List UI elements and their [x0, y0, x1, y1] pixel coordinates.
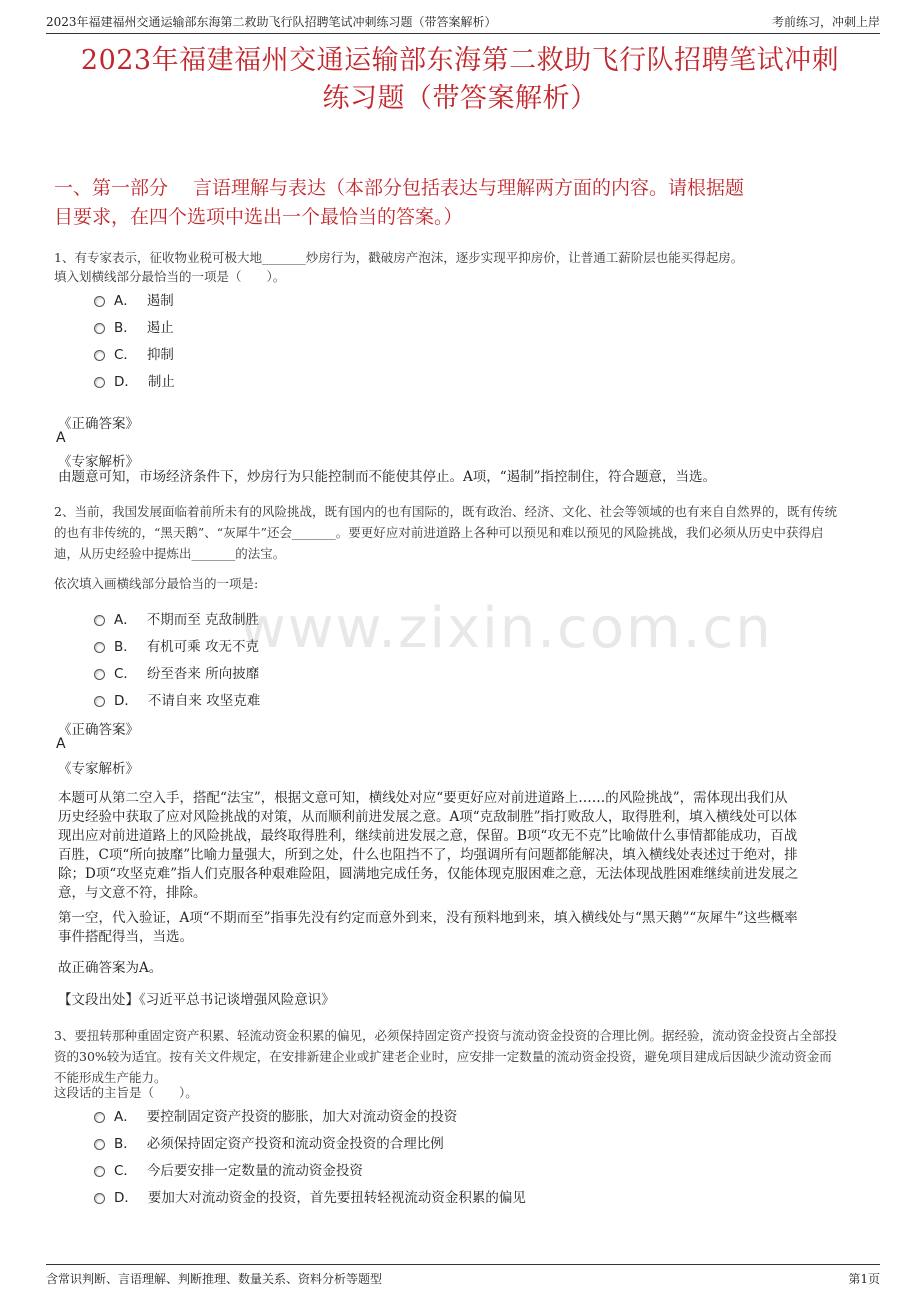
option-text: 制止 — [147, 374, 175, 390]
question-2-option-b[interactable] — [94, 635, 259, 655]
radio-icon[interactable] — [94, 350, 105, 361]
option-text: 抑制 — [146, 347, 174, 363]
document-title — [40, 42, 880, 118]
option-letter: D． — [114, 1190, 138, 1206]
option-text: 有机可乘 攻无不克 — [146, 639, 260, 655]
option-letter: A． — [114, 293, 137, 309]
question-1-prompt: 填入划横线部分最恰当的一项是（ ）。 — [54, 269, 286, 284]
question-2-prompt: 依次填入画横线部分最恰当的一项是: — [54, 576, 259, 591]
question-2-stem-line: 迪，从历史经验中提炼出_______的法宝。 — [54, 546, 286, 561]
analysis-line: 历史经验中获取了应对风险挑战的对策，从而顺利前进发展之意。A项“克敌制胜”指打败敌人，取得胜利，填入横线处可以体 — [58, 809, 798, 825]
question-2-analysis-paragraph-2 — [58, 909, 868, 947]
question-2-analysis-label: 《专家解析》 — [58, 761, 139, 777]
question-2-option-a[interactable] — [94, 608, 259, 628]
radio-icon[interactable] — [94, 696, 105, 707]
question-1-option-c[interactable] — [94, 343, 174, 363]
option-text: 纷至沓来 所向披靡 — [146, 666, 260, 682]
analysis-line: 本题可从第二空入手，搭配“法宝”，根据文意可知，横线处对应“要更好应对前进道路上……的风险挑战”，需体现出我们从 — [58, 790, 788, 806]
option-text: 要控制固定资产投资的膨胀，加大对流动资金的投资 — [146, 1109, 458, 1125]
question-1-stem-line: 1、有专家表示，征收物业税可极大地_______炒房行为，戳破房产泡沫，逐步实现平抑房价，让普通工薪阶层也能买得起房。 — [54, 250, 744, 265]
radio-icon[interactable] — [94, 1193, 105, 1204]
question-2-stem-line: 2、当前，我国发展面临着前所未有的风险挑战，既有国内的也有国际的，既有政治、经济、文化、社会等领域的也有来自自然界的，既有传统 — [54, 504, 837, 519]
question-3-stem-line: 资的30%较为适宜。按有关文件规定，在安排新建企业或扩建老企业时，应安排一定数量的流动资金投资，避免项目建成后因缺少流动资金而 — [54, 1049, 832, 1064]
option-text: 要加大对流动资金的投资，首先要扭转轻视流动资金积累的偏见 — [147, 1190, 526, 1206]
option-text: 今后要安排一定数量的流动资金投资 — [146, 1163, 363, 1179]
question-3-prompt: 这段话的主旨是（ ）。 — [54, 1085, 198, 1100]
option-letter: B． — [114, 1136, 137, 1152]
question-3-stem-line: 不能形成生产能力。 — [54, 1070, 167, 1085]
question-2-option-d[interactable] — [94, 689, 260, 709]
radio-icon[interactable] — [94, 323, 105, 334]
analysis-line: 第一空，代入验证，A项“不期而至”指事先没有约定而意外到来，没有预料地到来，填入横线处与“黑天鹅”“灰犀牛”这些概率 — [58, 910, 798, 926]
option-letter: B． — [114, 320, 137, 336]
analysis-line: 意，与文意不符，排除。 — [58, 885, 207, 901]
radio-icon[interactable] — [94, 615, 105, 626]
analysis-line: 除；D项“攻坚克难”指人们克服各种艰难险阻，圆满地完成任务，仅能体现克服困难之意，无法体现战胜困难继续前进发展之 — [58, 866, 799, 882]
option-letter: D． — [114, 693, 138, 709]
page-header — [46, 10, 880, 34]
option-letter: D． — [114, 374, 138, 390]
radio-icon[interactable] — [94, 1112, 105, 1123]
question-2-source: 【文段出处】《习近平总书记谈增强风险意识》 — [58, 992, 335, 1008]
header-document-title: 2023年福建福州交通运输部东海第二救助飞行队招聘笔试冲刺练习题（带答案解析） — [46, 15, 497, 29]
question-1-analysis-label: 《专家解析》 — [58, 454, 139, 470]
section-heading-line-1: 一、第一部分 言语理解与表达（本部分包括表达与理解两方面的内容。请根据题 — [54, 177, 745, 199]
radio-icon[interactable] — [94, 1139, 105, 1150]
watermark: www.zixin.com.cn — [240, 596, 773, 661]
question-2-option-c[interactable] — [94, 662, 259, 682]
question-1-option-d[interactable] — [94, 370, 175, 390]
document-title-line-2: 练习题（带答案解析） — [322, 83, 598, 114]
question-3-option-b[interactable] — [94, 1132, 444, 1152]
question-2-stem — [54, 501, 874, 564]
question-1-stem — [54, 247, 874, 268]
option-letter: A． — [114, 1109, 137, 1125]
option-letter: B． — [114, 639, 137, 655]
option-text: 不请自来 攻坚克难 — [147, 693, 261, 709]
option-letter: C． — [114, 1163, 137, 1179]
option-letter: C． — [114, 666, 137, 682]
question-1-analysis: 由题意可知，市场经济条件下，炒房行为只能控制而不能使其停止。A项，“遏制”指控制住，符合题意，当选。 — [58, 469, 717, 485]
radio-icon[interactable] — [94, 642, 105, 653]
radio-icon[interactable] — [94, 296, 105, 307]
option-text: 遏止 — [146, 320, 174, 336]
document-title-line-1: 2023年福建福州交通运输部东海第二救助飞行队招聘笔试冲刺 — [80, 45, 840, 76]
radio-icon[interactable] — [94, 669, 105, 680]
question-1-answer-label: 《正确答案》 — [58, 416, 139, 432]
analysis-line: 百胜，C项“所向披靡”比喻力量强大，所到之处，什么也阻挡不了，均强调所有问题都能解决，填入横线处表述过于绝对，排 — [58, 847, 798, 863]
analysis-line: 事件搭配得当，当选。 — [58, 929, 193, 945]
question-3-option-a[interactable] — [94, 1105, 457, 1125]
question-1-answer-value: A — [56, 430, 66, 446]
question-3-option-d[interactable] — [94, 1186, 526, 1206]
option-text: 遏制 — [146, 293, 174, 309]
radio-icon[interactable] — [94, 1166, 105, 1177]
footer-description: 含常识判断、言语理解、判断推理、数量关系、资料分析等题型 — [46, 1272, 383, 1286]
section-heading — [54, 174, 874, 232]
page-footer — [46, 1264, 880, 1290]
question-3-stem — [54, 1025, 874, 1088]
page-number: 第1页 — [848, 1272, 880, 1286]
option-text: 不期而至 克敌制胜 — [146, 612, 260, 628]
question-1-option-b[interactable] — [94, 316, 174, 336]
question-3-option-c[interactable] — [94, 1159, 363, 1179]
option-text: 必须保持固定资产投资和流动资金投资的合理比例 — [146, 1136, 444, 1152]
question-2-stem-line: 的也有非传统的，“黑天鹅”、“灰犀牛”还会_______。要更好应对前进道路上各种可以预见和难以预见的风险挑战，我们必须从历史中获得启 — [54, 525, 824, 540]
question-2-answer-value: A — [56, 736, 66, 752]
section-heading-line-2: 目要求，在四个选项中选出一个最恰当的答案。） — [54, 206, 463, 228]
header-slogan: 考前练习，冲刺上岸 — [771, 15, 880, 29]
question-1-option-a[interactable] — [94, 289, 174, 309]
option-letter: C． — [114, 347, 137, 363]
question-2-answer-label: 《正确答案》 — [58, 722, 139, 738]
radio-icon[interactable] — [94, 377, 105, 388]
question-3-stem-line: 3、要扭转那种重固定资产积累、轻流动资金积累的偏见，必须保持固定资产投资与流动资金投资的合理比例。据经验，流动资金投资占全部投 — [54, 1028, 837, 1043]
question-2-analysis-conclusion: 故正确答案为A。 — [58, 960, 163, 976]
analysis-line: 现出应对前进道路上的风险挑战，最终取得胜利，继续前进发展之意，保留。B项“攻无不克”比喻做什么事情都能成功，百战 — [58, 828, 798, 844]
option-letter: A． — [114, 612, 137, 628]
question-2-analysis-paragraph-1 — [58, 789, 868, 903]
